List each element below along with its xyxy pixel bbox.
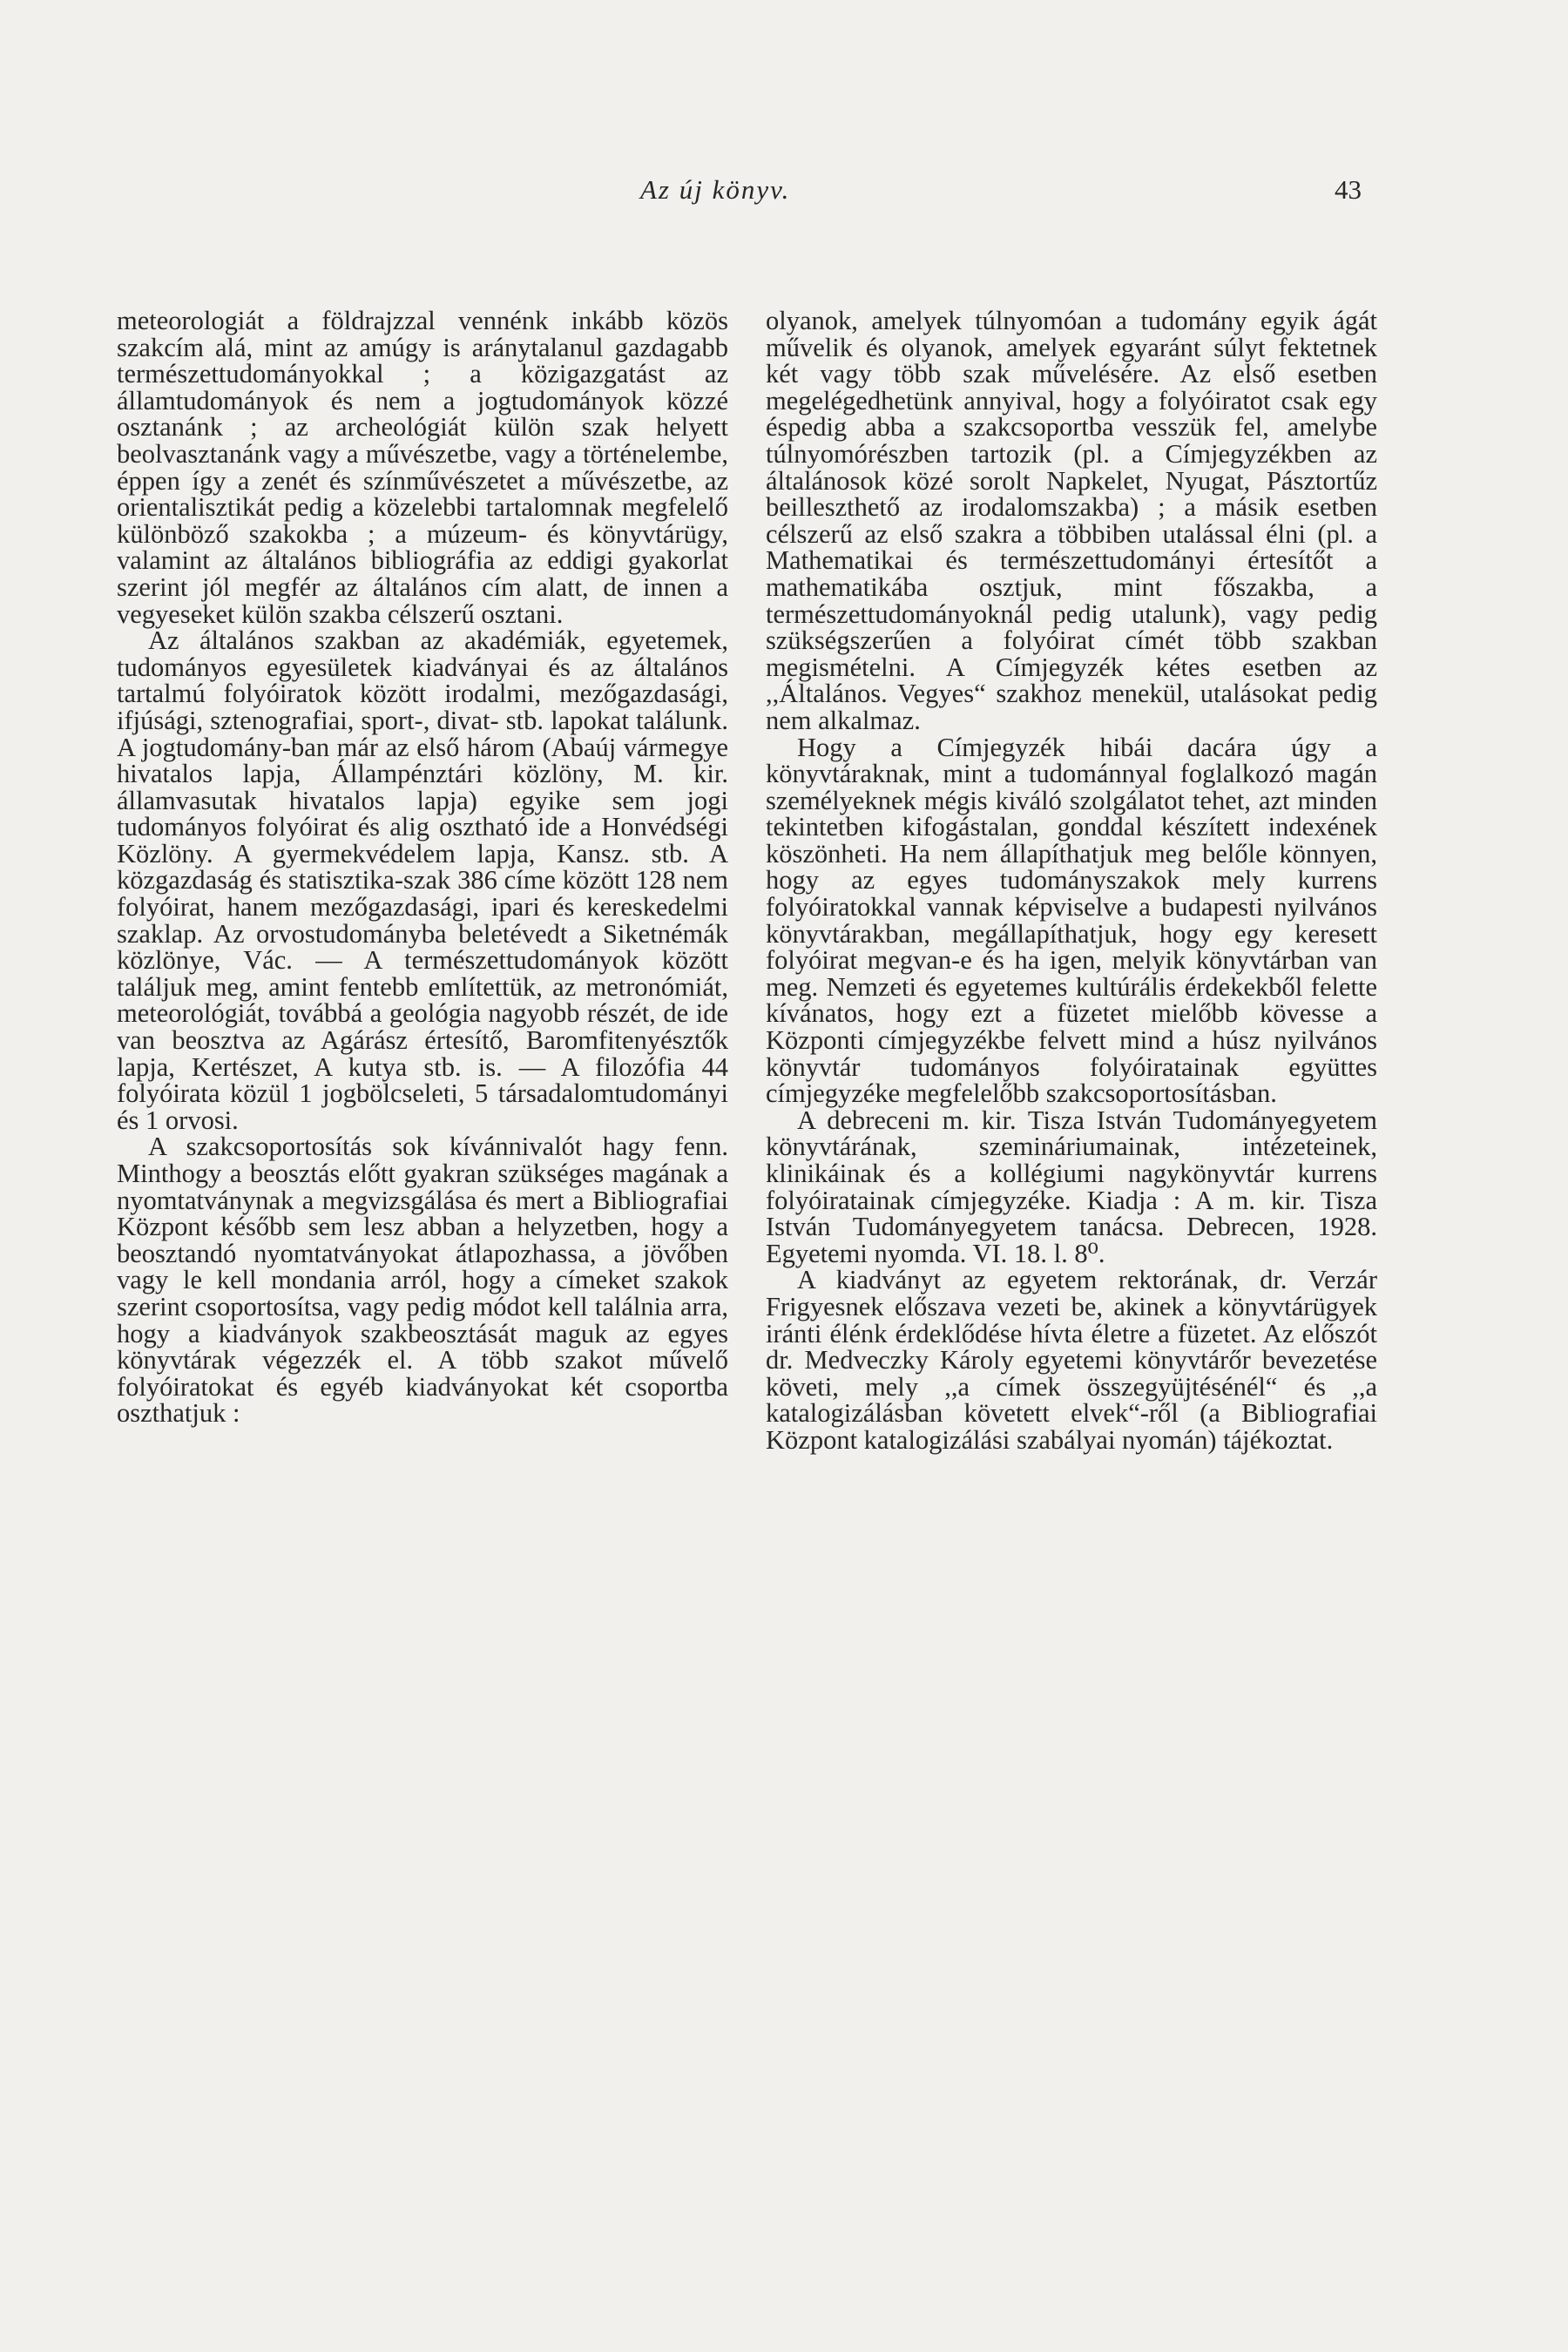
paragraph: Az általános szakban az akadémiák, egyetemek, tudományos egyesületek kiadványai és az általános tartalmú folyóiratok között irodalmi, mezőgazdasági, ifjúsági, sztenografiai, sport-, divat- stb. lapokat találunk. A jogtudomány-ban már az első három (Abaúj vármegye hivatalos lapja, Állampénztári közlöny, M. kir. államvasutak hivatalos lapja) egyike sem jogi tudományos folyóirat és alig osztható ide a Honvédségi Közlöny. A gyermekvédelem lapja, Kansz. stb. A közgazdaság és statisztika-szak 386 címe között 128 nem folyóirat, hanem mezőgazdasági, ipari és kereskedelmi szaklap. Az orvostudományba beletévedt a Siketnémák közlönye, Vác. — A természettudományok között találjuk meg, amint fentebb említettük, az metronómiát, meteorológiát, továbbá a geológia nagyobb részét, de ide van beosztva az Agárász értesítő, Baromfitenyésztők lapja, Kertészet, A kutya stb. is. — A filozófia 44 folyóirata közül 1 jogbölcseleti, 5 társadalomtudományi és 1 orvosi. xyxy=(117,625,728,1135)
right-column xyxy=(766,308,1377,1454)
paragraph: A kiadványt az egyetem rektorának, dr. Verzár Frigyesnek előszava vezeti be, akinek a könyvtárügyek iránti élénk érdeklődése hívta életre a füzetet. Az előszót dr. Medveczky Károly egyetemi könyvtárőr bevezetése követi, mely ,,a címek összegyüjtésénél“ és ,,a katalogizálásban követett elvek“-ről (a Bibliografiai Központ katalogizálási szabályai nyomán) tájékoztat. xyxy=(766,1265,1377,1455)
bibliographic-entry: A debreceni m. kir. Tisza István Tudományegyetem könyvtárának, szemináriumainak, intézeteinek, klinikáinak és a kollégiumi nagykönyvtár kurrens folyóiratainak címjegyzéke. Kiadja : A m. kir. Tisza István Tudományegyetem tanácsa. Debrecen, 1928. Egyetemi nyomda. VI. 18. l. 8⁰. xyxy=(766,1105,1377,1268)
paragraph: olyanok, amelyek túlnyomóan a tudomány egyik ágát művelik és olyanok, amelyek egyaránt súlyt fektetnek két vagy több szak művelésére. Az első esetben megelégedhetünk annyival, hogy a folyóiratot csak egy éspedig abba a szakcsoportba vesszük fel, amelybe túlnyomórészben tartozik (pl. a Címjegyzékben az általánosok közé sorolt Napkelet, Nyugat, Pásztortűz beilleszthető az irodalomszakba) ; a másik esetben célszerű az első szakra a többiben utalással élni (pl. a Mathematikai és természettudományi értesítőt a mathematikába osztjuk, mint főszakba, a természettudományoknál pedig utalunk), vagy pedig szükségszerűen a folyóirat címét több szakban megismételni. A Címjegyzék kétes esetben az ,,Általános. Vegyes“ szakhoz menekül, utalásokat pedig nem alkalmaz. xyxy=(766,306,1377,735)
left-column xyxy=(117,308,728,1427)
page-number: 43 xyxy=(1335,174,1362,205)
running-header xyxy=(0,174,1568,218)
paragraph: meteorologiát a földrajzzal vennénk inkább közös szakcím alá, mint az amúgy is aránytalanul gazdagabb természettudományokkal ; a közigazgatást az államtudományok és nem a jogtudományok közzé osztanánk ; az archeológiát külön szak helyett beolvasztanánk vagy a művészetbe, vagy a történelembe, éppen így a zenét és színművészetet a művészetbe, az orientalisztikát pedig a közelebbi tartalomnak megfelelő különböző szakokba ; a múzeum- és könyvtárügy, valamint az általános bibliográfia az eddigi gyakorlat szerint jól megfér az általános cím alatt, de innen a vegyeseket külön szakba célszerű osztani. xyxy=(117,306,728,629)
paragraph: Hogy a Címjegyzék hibái dacára úgy a könyvtáraknak, mint a tudománnyal foglalkozó magán személyeknek mégis kiváló szolgálatot tehet, azt minden tekintetben kifogástalan, gonddal készített indexének köszönheti. Ha nem állapíthatjuk meg belőle könnyen, hogy az egyes tudományszakok mely kurrens folyóiratokkal vannak képviselve a budapesti nyilvános könyvtárakban, megállapíthatjuk, hogy egy keresett folyóirat megvan-e és ha igen, melyik könyvtárban van meg. Nemzeti és egyetemes kultúrális érdekekből felette kívánatos, hogy ezt a füzetet mielőbb kövesse a Központi címjegyzékbe felvett mind a húsz nyilvános könyvtár tudományos folyóiratainak együttes címjegyzéke megfelelőbb szakcsoportosításban. xyxy=(766,732,1377,1109)
paragraph: A szakcsoportosítás sok kívánnivalót hagy fenn. Minthogy a beosztás előtt gyakran szükséges magának a nyomtatványnak a megvizsgálása és mert a Bibliografiai Központ később sem lesz abban a helyzetben, hogy a beosztandó nyomtatványokat átlapozhassa, a jövőben vagy le kell mondania arról, hogy a címeket szakok szerint csoportosítsa, vagy pedig módot kell találnia arra, hogy a kiadványok szakbeosztását maguk az egyes könyvtárak végezzék el. A több szakot művelő folyóiratokat és egyéb kiadványokat két csoportba oszthatjuk : xyxy=(117,1132,728,1429)
running-title: Az új könyv. xyxy=(640,174,791,205)
